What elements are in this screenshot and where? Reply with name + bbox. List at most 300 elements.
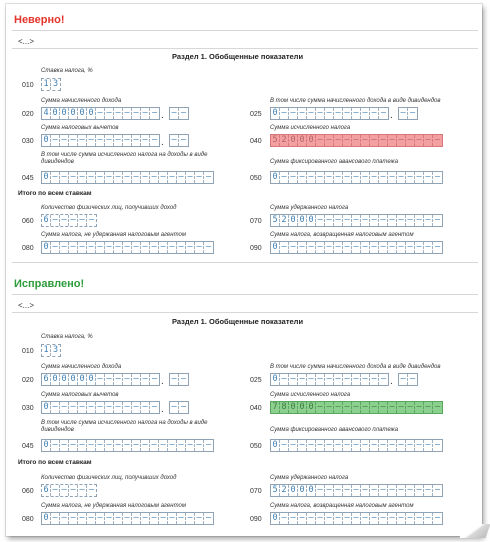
digit-cell: – (334, 215, 343, 226)
code-040: 040 (250, 138, 262, 145)
digit-cell: – (289, 374, 298, 385)
digit-cell: – (195, 440, 204, 451)
digit-cell: – (380, 108, 387, 118)
digit-cell: – (159, 513, 168, 524)
digit-cell: – (132, 440, 141, 451)
digit-cell: – (352, 485, 361, 496)
digit-cell: – (316, 374, 325, 385)
digit-cell: – (123, 440, 132, 451)
digit-cell: – (170, 402, 179, 413)
digit-cell: – (370, 485, 379, 496)
digit-cell: 6 (42, 215, 51, 226)
digit-cell: – (352, 513, 361, 524)
digit-cell: – (88, 215, 95, 225)
field-030-decimal[interactable] (169, 134, 189, 147)
digit-cell: – (370, 402, 379, 413)
divider (12, 294, 478, 295)
digit-cell: – (280, 374, 289, 385)
digit-cell: – (379, 172, 388, 183)
digit-cell: – (96, 172, 105, 183)
digit-cell: – (424, 172, 433, 183)
digit-cell: – (132, 402, 141, 413)
field-020-integer[interactable] (41, 373, 160, 386)
field-030-decimal[interactable] (169, 401, 189, 414)
digit-cell: – (51, 440, 60, 451)
code-060: 060 (22, 218, 34, 225)
digit-cell: – (334, 513, 343, 524)
field-020-decimal[interactable] (169, 107, 189, 120)
label-025: В том числе сумма начисленного дохода в виде дивидендов (270, 364, 441, 370)
digit-cell: – (132, 108, 141, 119)
digit-cell: – (280, 108, 289, 119)
digit-cell: – (352, 172, 361, 183)
code-040: 040 (250, 405, 262, 412)
digit-cell: – (60, 485, 69, 496)
decimal-point: . (161, 137, 164, 148)
digit-cell: – (334, 172, 343, 183)
field-090[interactable] (270, 512, 443, 525)
digit-cell: – (87, 513, 96, 524)
digit-cell: – (399, 108, 408, 119)
digit-cell: – (205, 513, 212, 523)
digit-cell: – (96, 108, 105, 119)
digit-cell: – (96, 402, 105, 413)
digit-cell: – (168, 513, 177, 524)
digit-cell: – (343, 513, 352, 524)
digit-cell: 0 (78, 108, 87, 119)
digit-cell: – (114, 513, 123, 524)
digit-cell: – (325, 402, 334, 413)
digit-cell: – (123, 108, 132, 119)
digit-cell: – (60, 513, 69, 524)
field-080[interactable] (41, 512, 214, 525)
digit-cell: – (379, 242, 388, 253)
digit-cell: – (415, 242, 424, 253)
digit-cell: – (60, 215, 69, 226)
field-060[interactable] (41, 214, 97, 227)
digit-cell: – (186, 440, 195, 451)
digit-cell: – (114, 242, 123, 253)
digit-cell: – (150, 513, 159, 524)
digit-cell: – (60, 135, 69, 146)
digit-cell: – (334, 108, 343, 119)
digit-cell: – (51, 402, 60, 413)
digit-cell: 5 (271, 485, 280, 496)
digit-cell: – (406, 242, 415, 253)
digit-cell: – (397, 402, 406, 413)
digit-cell: – (424, 215, 433, 226)
label-020: Сумма начисленного дохода (41, 364, 122, 370)
label-040: Сумма исчисленного налога (270, 392, 351, 398)
code-030: 030 (22, 405, 34, 412)
digit-cell: – (397, 135, 406, 146)
digit-cell: – (114, 108, 123, 119)
label-040: Сумма исчисленного налога (270, 125, 351, 131)
digit-cell: – (409, 108, 416, 118)
digit-cell: – (343, 374, 352, 385)
form-sheet (6, 4, 482, 536)
field-020-decimal[interactable] (169, 373, 189, 386)
digit-cell: – (343, 485, 352, 496)
digit-cell: – (186, 172, 195, 183)
digit-cell: – (141, 108, 150, 119)
digit-cell: – (78, 402, 87, 413)
digit-cell: – (69, 485, 78, 496)
digit-cell: – (78, 242, 87, 253)
digit-cell: – (334, 402, 343, 413)
digit-cell: – (352, 402, 361, 413)
label-060: Количество физических лиц, получивших доход (41, 205, 177, 211)
digit-cell: 0 (42, 513, 51, 524)
digit-cell: – (434, 402, 441, 412)
code-025: 025 (250, 111, 262, 118)
code-045: 045 (22, 175, 34, 182)
digit-cell: – (195, 172, 204, 183)
digit-cell: – (96, 242, 105, 253)
digit-cell: 0 (271, 108, 280, 119)
digit-cell: – (424, 485, 433, 496)
digit-cell: – (96, 440, 105, 451)
digit-cell: – (298, 374, 307, 385)
field-025-decimal[interactable] (398, 373, 418, 386)
digit-cell: – (105, 135, 114, 146)
digit-cell: – (361, 215, 370, 226)
digit-cell: – (380, 374, 387, 384)
digit-cell: – (325, 242, 334, 253)
digit-cell: – (325, 485, 334, 496)
digit-cell: – (69, 513, 78, 524)
digit-cell: – (51, 172, 60, 183)
digit-cell: – (334, 440, 343, 451)
digit-cell: – (352, 242, 361, 253)
code-010: 010 (22, 82, 34, 89)
label-030: Сумма налоговых вычетов (41, 125, 119, 131)
digit-cell: 0 (42, 440, 51, 451)
label-010: Ставка налога, % (41, 68, 93, 74)
digit-cell: – (96, 374, 105, 385)
digit-cell: – (105, 172, 114, 183)
digit-cell: – (343, 242, 352, 253)
digit-cell: 0 (78, 374, 87, 385)
field-090[interactable] (270, 241, 443, 254)
digit-cell: 0 (298, 215, 307, 226)
code-090: 090 (250, 516, 262, 523)
digit-cell: – (289, 513, 298, 524)
digit-cell: – (406, 135, 415, 146)
digit-cell: – (361, 172, 370, 183)
digit-cell: – (280, 513, 289, 524)
digit-cell: – (397, 242, 406, 253)
digit-cell: – (434, 242, 441, 252)
digit-cell: – (334, 135, 343, 146)
digit-cell: 0 (289, 485, 298, 496)
field-040-error[interactable] (270, 134, 443, 147)
digit-cell: – (434, 172, 441, 182)
digit-cell: – (78, 172, 87, 183)
label-045: В том числе сумма исчисленного налога на доходы в виде дивидендов (41, 420, 208, 434)
code-045: 045 (22, 443, 34, 450)
digit-cell: – (415, 215, 424, 226)
digit-cell: – (316, 135, 325, 146)
digit-cell: – (78, 440, 87, 451)
digit-cell: – (379, 485, 388, 496)
digit-cell: 2 (280, 215, 289, 226)
digit-cell: – (289, 108, 298, 119)
code-025: 025 (250, 377, 262, 384)
code-080: 080 (22, 245, 34, 252)
digit-cell: – (316, 242, 325, 253)
label-080: Сумма налога, не удержанная налоговым агентом (41, 503, 186, 509)
digit-cell: – (205, 440, 212, 450)
digit-cell: 0 (87, 374, 96, 385)
digit-cell: – (51, 485, 60, 496)
totals-heading: Итого по всем ставкам (18, 459, 92, 466)
digit-cell: – (150, 440, 159, 451)
digit-cell: – (352, 215, 361, 226)
field-070[interactable] (270, 484, 443, 497)
digit-cell: 3 (52, 345, 59, 355)
digit-cell: – (78, 485, 87, 496)
digit-cell: 6 (42, 374, 51, 385)
digit-cell: 0 (60, 108, 69, 119)
digit-cell: 0 (298, 485, 307, 496)
digit-cell: – (388, 172, 397, 183)
label-070: Сумма удержанного налога (270, 205, 349, 211)
digit-cell: – (379, 440, 388, 451)
label-010: Ставка налога, % (41, 334, 93, 340)
field-025-integer[interactable] (270, 107, 389, 120)
digit-cell: – (51, 513, 60, 524)
field-010[interactable] (41, 344, 61, 357)
label-050: Сумма фиксированного авансового платежа (270, 427, 399, 433)
digit-cell: – (388, 402, 397, 413)
digit-cell: – (60, 402, 69, 413)
field-030-integer[interactable] (41, 401, 160, 414)
label-050: Сумма фиксированного авансового платежа (270, 159, 399, 165)
digit-cell: – (388, 485, 397, 496)
field-025-integer[interactable] (270, 373, 389, 386)
digit-cell: – (307, 440, 316, 451)
code-010: 010 (22, 348, 34, 355)
digit-cell: – (415, 513, 424, 524)
code-080: 080 (22, 516, 34, 523)
digit-cell: – (141, 402, 150, 413)
digit-cell: – (123, 242, 132, 253)
digit-cell: 0 (271, 374, 280, 385)
digit-cell: – (159, 172, 168, 183)
digit-cell: – (352, 374, 361, 385)
digit-cell: 0 (289, 402, 298, 413)
digit-cell: – (195, 242, 204, 253)
digit-cell: – (105, 440, 114, 451)
digit-cell: – (307, 374, 316, 385)
digit-cell: 0 (271, 242, 280, 253)
field-070[interactable] (270, 214, 443, 227)
digit-cell: – (132, 172, 141, 183)
digit-cell: – (361, 402, 370, 413)
field-040-correct[interactable] (270, 401, 443, 414)
digit-cell: 0 (51, 374, 60, 385)
field-050[interactable] (270, 171, 443, 184)
digit-cell: 0 (271, 440, 280, 451)
divider (12, 312, 478, 313)
field-045[interactable] (41, 439, 214, 452)
code-050: 050 (250, 175, 262, 182)
digit-cell: – (177, 172, 186, 183)
digit-cell: – (114, 402, 123, 413)
digit-cell: – (141, 135, 150, 146)
digit-cell: – (69, 402, 78, 413)
digit-cell: – (141, 440, 150, 451)
field-025-decimal[interactable] (398, 107, 418, 120)
digit-cell: 0 (51, 108, 60, 119)
digit-cell: – (141, 172, 150, 183)
code-090: 090 (250, 245, 262, 252)
digit-cell: 4 (42, 108, 51, 119)
digit-cell: – (51, 242, 60, 253)
field-020-integer[interactable] (41, 107, 160, 120)
digit-cell: – (325, 513, 334, 524)
digit-cell: 0 (42, 242, 51, 253)
digit-cell: – (141, 374, 150, 385)
digit-cell: – (397, 440, 406, 451)
digit-cell: – (105, 513, 114, 524)
digit-cell: – (123, 135, 132, 146)
digit-cell: – (307, 172, 316, 183)
fixed-heading: Исправлено! (14, 278, 85, 290)
digit-cell: – (406, 402, 415, 413)
digit-cell: – (170, 108, 179, 119)
divider (12, 48, 478, 49)
label-070: Сумма удержанного налога (270, 475, 349, 481)
field-045[interactable] (41, 171, 214, 184)
field-080[interactable] (41, 241, 214, 254)
digit-cell: – (205, 242, 212, 252)
digit-cell: – (114, 440, 123, 451)
digit-cell: – (307, 108, 316, 119)
digit-cell: – (325, 374, 334, 385)
digit-cell: – (69, 135, 78, 146)
digit-cell: 0 (298, 402, 307, 413)
digit-cell: – (60, 172, 69, 183)
digit-cell: – (151, 402, 158, 412)
digit-cell: – (151, 135, 158, 145)
digit-cell: 0 (271, 172, 280, 183)
field-030-integer[interactable] (41, 134, 160, 147)
digit-cell: – (352, 440, 361, 451)
digit-cell: – (370, 513, 379, 524)
digit-cell: – (370, 172, 379, 183)
digit-cell: – (325, 172, 334, 183)
digit-cell: 0 (307, 485, 316, 496)
digit-cell: – (397, 172, 406, 183)
digit-cell: – (409, 374, 416, 384)
digit-cell: – (343, 172, 352, 183)
code-060: 060 (22, 488, 34, 495)
digit-cell: – (114, 172, 123, 183)
digit-cell: – (150, 172, 159, 183)
digit-cell: – (123, 374, 132, 385)
digit-cell: – (114, 135, 123, 146)
digit-cell: – (151, 374, 158, 384)
digit-cell: – (388, 215, 397, 226)
label-045: В том числе сумма исчисленного налога на доходы в виде дивидендов (41, 152, 208, 166)
field-060[interactable] (41, 484, 97, 497)
omission-marker: <...> (18, 301, 35, 310)
digit-cell: – (132, 135, 141, 146)
divider (12, 262, 478, 263)
label-030: Сумма налоговых вычетов (41, 392, 119, 398)
digit-cell: – (361, 374, 370, 385)
digit-cell: 0 (42, 135, 51, 146)
digit-cell: 0 (42, 172, 51, 183)
digit-cell: – (370, 242, 379, 253)
digit-cell: – (87, 172, 96, 183)
digit-cell: – (307, 242, 316, 253)
digit-cell: – (361, 135, 370, 146)
code-020: 020 (22, 111, 34, 118)
digit-cell: – (397, 485, 406, 496)
digit-cell: – (298, 172, 307, 183)
digit-cell: – (334, 485, 343, 496)
digit-cell: – (170, 135, 179, 146)
digit-cell: – (114, 374, 123, 385)
digit-cell: – (415, 402, 424, 413)
code-070: 070 (250, 488, 262, 495)
digit-cell: – (69, 440, 78, 451)
section-title: Раздел 1. Обобщенные показатели (172, 52, 304, 61)
digit-cell: 0 (298, 135, 307, 146)
digit-cell: – (88, 485, 95, 495)
digit-cell: – (159, 242, 168, 253)
digit-cell: 6 (42, 485, 51, 496)
digit-cell: – (343, 440, 352, 451)
digit-cell: – (168, 440, 177, 451)
digit-cell: – (132, 374, 141, 385)
label-060: Количество физических лиц, получивших доход (41, 475, 177, 481)
digit-cell: – (87, 402, 96, 413)
digit-cell: – (180, 374, 187, 384)
digit-cell: 3 (52, 79, 59, 89)
digit-cell: – (361, 242, 370, 253)
totals-heading: Итого по всем ставкам (18, 190, 92, 197)
digit-cell: – (150, 242, 159, 253)
digit-cell: 2 (280, 135, 289, 146)
digit-cell: – (343, 108, 352, 119)
digit-cell: 0 (69, 108, 78, 119)
digit-cell: – (51, 135, 60, 146)
digit-cell: – (177, 513, 186, 524)
digit-cell: – (298, 513, 307, 524)
digit-cell: – (406, 485, 415, 496)
field-010[interactable] (41, 78, 61, 91)
digit-cell: – (123, 402, 132, 413)
digit-cell: – (334, 242, 343, 253)
digit-cell: – (415, 485, 424, 496)
label-080: Сумма налога, не удержанная налоговым агентом (41, 232, 186, 238)
digit-cell: – (78, 135, 87, 146)
label-090: Сумма налога, возвращенная налоговым агентом (270, 503, 414, 509)
digit-cell: – (180, 135, 187, 145)
digit-cell: – (415, 440, 424, 451)
label-025: В том числе сумма начисленного дохода в виде дивидендов (270, 98, 441, 104)
field-050[interactable] (270, 439, 443, 452)
digit-cell: – (132, 242, 141, 253)
digit-cell: – (280, 242, 289, 253)
digit-cell: 8 (280, 402, 289, 413)
code-050: 050 (250, 443, 262, 450)
digit-cell: – (105, 374, 114, 385)
